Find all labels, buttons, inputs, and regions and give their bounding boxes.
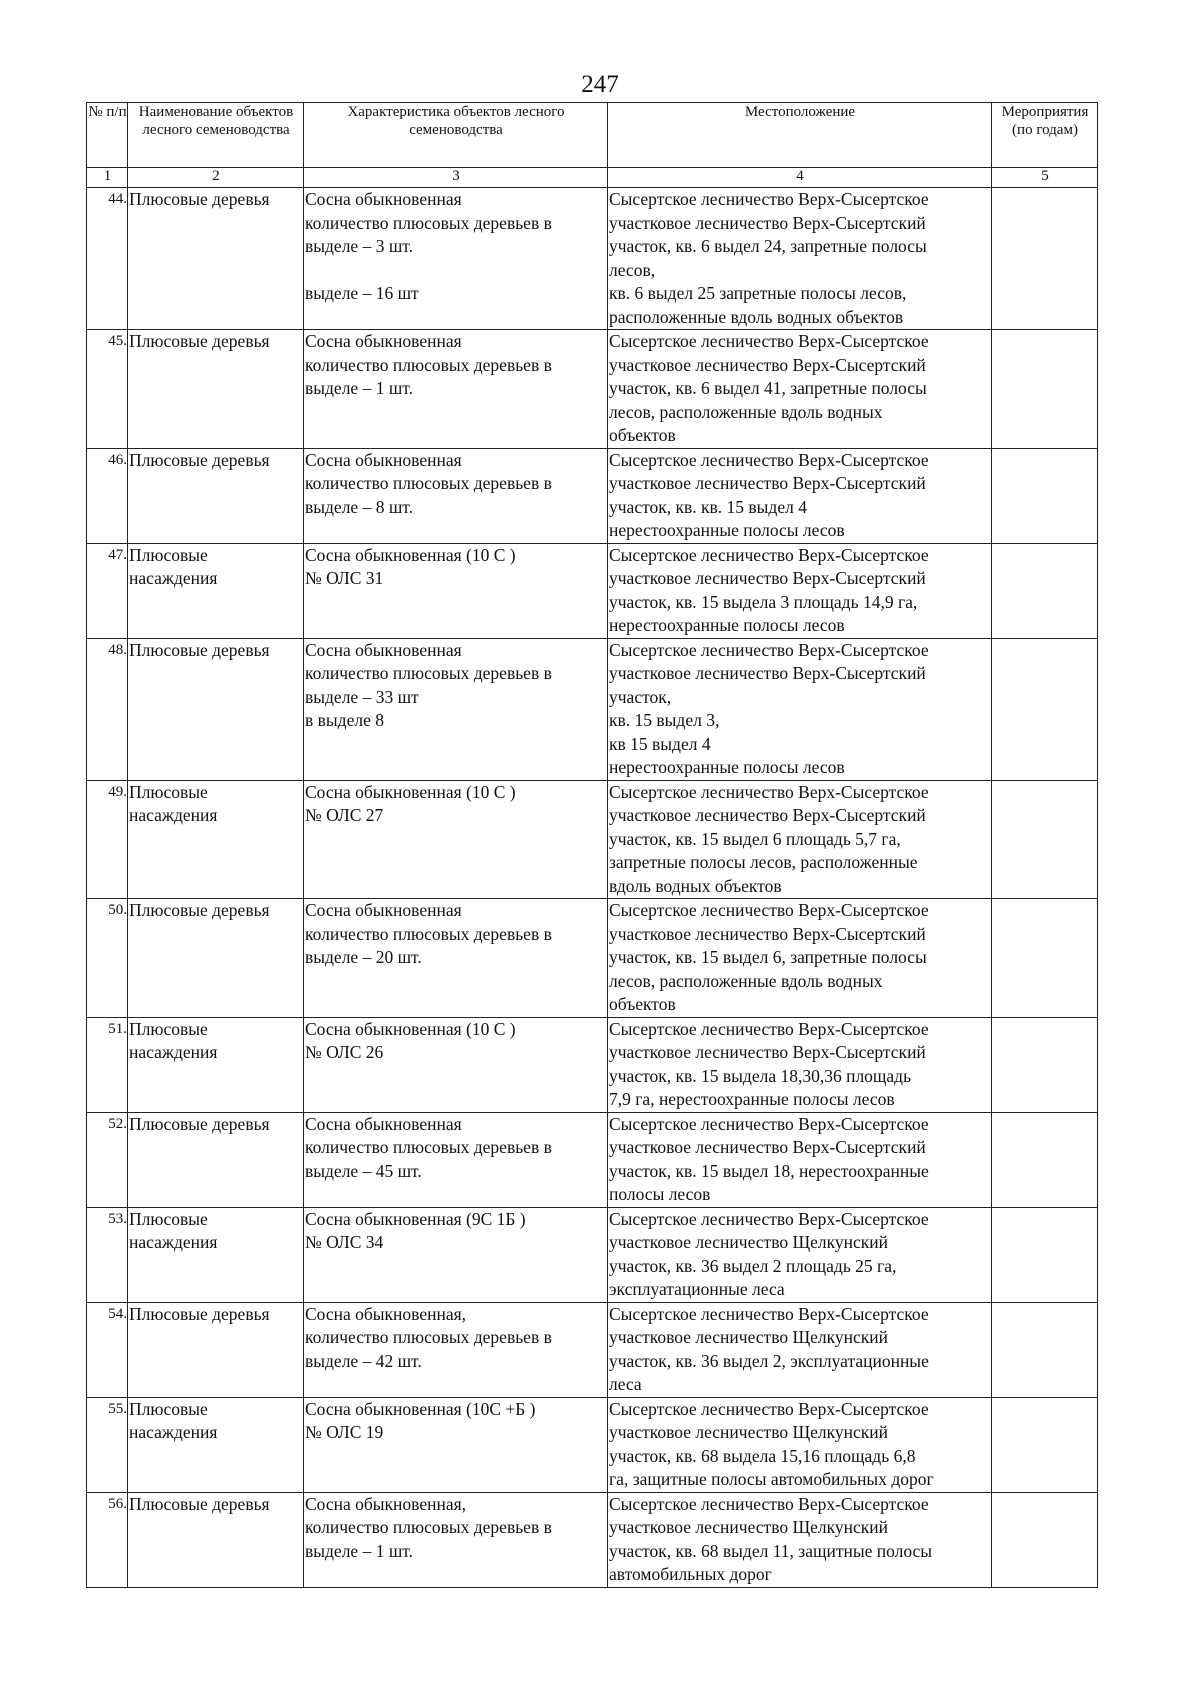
object-location-line: лесов, расположенные вдоль водных (609, 970, 883, 991)
object-location-line: Сысертское лесничество Верх-Сысертское (609, 544, 929, 565)
table-row (87, 780, 1098, 899)
object-location-line: Сысертское лесничество Верх-Сысертское (609, 449, 929, 470)
object-characteristics-line: № ОЛС 26 (305, 1042, 384, 1062)
object-name-line: Плюсовые деревья (129, 1493, 270, 1514)
object-measures (992, 780, 1098, 899)
object-characteristics (304, 1397, 608, 1492)
object-characteristics-line: выделе – 8 шт. (305, 496, 413, 517)
object-location-line: нерестоохранные полосы лесов (609, 615, 845, 635)
object-location (608, 1302, 992, 1397)
object-characteristics-line: количество плюсовых деревьев в (305, 1327, 552, 1347)
object-characteristics-line: в выделе 8 (305, 710, 384, 730)
object-location-line: участковое лесничество Верх-Сысертский (609, 1042, 926, 1062)
row-number: 52. (87, 1112, 128, 1207)
object-name (128, 1492, 304, 1587)
object-characteristics-line: Сосна обыкновенная (10 С ) (305, 781, 516, 802)
object-location-line: участковое лесничество Верх-Сысертский (609, 1137, 926, 1157)
table-row (87, 1112, 1098, 1207)
object-location (608, 330, 992, 449)
row-number: 48. (87, 638, 128, 780)
row-number: 51. (87, 1017, 128, 1112)
row-number: 54. (87, 1302, 128, 1397)
object-location-line: Сысертское лесничество Верх-Сысертское (609, 1398, 929, 1419)
object-characteristics-line: количество плюсовых деревьев в (305, 354, 552, 375)
object-measures (992, 448, 1098, 543)
object-name (128, 899, 304, 1018)
object-location-line: Сысертское лесничество Верх-Сысертское (609, 331, 929, 351)
object-name-line: насаждения (129, 805, 218, 825)
object-name-line: насаждения (129, 1422, 218, 1442)
column-number: 4 (608, 168, 992, 188)
object-location-line: нерестоохранные полосы лесов (609, 520, 845, 540)
row-number: 44. (87, 188, 128, 330)
object-location-line: участок, кв. 36 выдел 2, эксплуатационные (609, 1350, 929, 1371)
header-characteristics: Характеристика объектов лесного семеноводства (304, 103, 608, 168)
object-location-line: эксплуатационные леса (609, 1279, 785, 1299)
table-row (87, 638, 1098, 780)
object-location (608, 1017, 992, 1112)
column-number: 2 (128, 168, 304, 188)
header-name: Наименование объектов лесного семеноводства (128, 103, 304, 168)
object-characteristics-line: Сосна обыкновенная, (305, 1303, 467, 1324)
object-location-line: Сысертское лесничество Верх-Сысертское (609, 1493, 929, 1514)
object-characteristics-line: выделе – 16 шт (305, 283, 419, 303)
object-location-line: участок, кв. 68 выдел 11, защитные полосы (609, 1540, 933, 1561)
object-measures (992, 188, 1098, 330)
object-name (128, 1017, 304, 1112)
object-characteristics-line: выделе – 1 шт. (305, 378, 413, 398)
object-characteristics (304, 330, 608, 449)
object-characteristics-line: количество плюсовых деревьев в (305, 663, 552, 683)
object-characteristics-line: Сосна обыкновенная, (305, 1493, 467, 1514)
object-name (128, 448, 304, 543)
object-location-line: автомобильных дорог (609, 1564, 772, 1584)
object-name (128, 1112, 304, 1207)
object-characteristics-line (305, 259, 607, 283)
object-location-line: Сысертское лесничество Верх-Сысертское (609, 1113, 929, 1134)
object-location-line: участок, кв. 15 выдела 18,30,36 площадь (609, 1065, 912, 1086)
object-characteristics-line: № ОЛС 34 (305, 1232, 384, 1252)
object-name-line: Плюсовые деревья (129, 900, 270, 920)
table-row (87, 1302, 1098, 1397)
object-characteristics (304, 638, 608, 780)
object-location-line: лесов, (609, 259, 656, 280)
object-name-line: Плюсовые (129, 1398, 208, 1419)
object-location-line: участковое лесничество Верх-Сысертский (609, 805, 926, 825)
object-name (128, 1397, 304, 1492)
object-location-line: объектов (609, 994, 676, 1014)
object-characteristics (304, 899, 608, 1018)
seed-objects-table (86, 102, 1098, 1588)
object-characteristics-line: количество плюсовых деревьев в (305, 473, 552, 493)
object-name-line: Плюсовые деревья (129, 1303, 270, 1324)
object-characteristics-line: Сосна обыкновенная (10 С ) (305, 544, 516, 565)
object-location-line: участок, кв. 68 выдела 15,16 площадь 6,8 (609, 1445, 916, 1466)
object-location-line: запретные полосы лесов, расположенные (609, 852, 918, 872)
table-row (87, 543, 1098, 638)
object-location-line: Сысертское лесничество Верх-Сысертское (609, 189, 929, 209)
object-name-line: Плюсовые (129, 781, 208, 802)
table-row (87, 188, 1098, 330)
object-location-line: участковое лесничество Верх-Сысертский (609, 354, 926, 375)
object-name (128, 543, 304, 638)
object-measures (992, 1017, 1098, 1112)
object-location-line: полосы лесов (609, 1184, 711, 1204)
object-measures (992, 1302, 1098, 1397)
object-name-line: Плюсовые деревья (129, 189, 270, 209)
object-characteristics (304, 1207, 608, 1302)
table-row (87, 1492, 1098, 1587)
object-characteristics-line: № ОЛС 31 (305, 568, 384, 588)
table-row (87, 899, 1098, 1018)
table-row (87, 1397, 1098, 1492)
object-location-line: участковое лесничество Верх-Сысертский (609, 568, 926, 588)
object-characteristics-line: Сосна обыкновенная (305, 639, 462, 660)
row-number: 47. (87, 543, 128, 638)
object-location-line: кв. 6 выдел 25 запретные полосы лесов, (609, 283, 907, 303)
object-name (128, 780, 304, 899)
object-name-line: насаждения (129, 1042, 218, 1062)
object-location-line: Сысертское лесничество Верх-Сысертское (609, 900, 929, 920)
object-characteristics (304, 1112, 608, 1207)
table-row (87, 1207, 1098, 1302)
object-characteristics-line: Сосна обыкновенная (9С 1Б ) (305, 1208, 526, 1229)
object-characteristics-line: Сосна обыкновенная (305, 449, 462, 470)
object-location-line: участок, кв. 36 выдел 2 площадь 25 га, (609, 1255, 897, 1276)
object-location (608, 448, 992, 543)
object-location-line: участковое лесничество Верх-Сысертский (609, 212, 926, 233)
object-location-line: участок, кв. 15 выдел 18, нерестоохранные (609, 1160, 929, 1181)
object-characteristics-line: № ОЛС 19 (305, 1422, 384, 1442)
object-characteristics (304, 780, 608, 899)
object-location-line: га, защитные полосы автомобильных дорог (609, 1469, 934, 1489)
column-number: 1 (87, 168, 128, 188)
object-measures (992, 1397, 1098, 1492)
object-name (128, 1302, 304, 1397)
object-characteristics-line: выделе – 20 шт. (305, 947, 422, 967)
object-location-line: участок, кв. 15 выдел 6, запретные полосы (609, 947, 927, 967)
object-characteristics-line: количество плюсовых деревьев в (305, 212, 552, 233)
column-number-row (87, 168, 1098, 188)
object-characteristics-line: Сосна обыкновенная (10С +Б ) (305, 1398, 536, 1419)
object-measures (992, 1207, 1098, 1302)
object-measures (992, 638, 1098, 780)
object-location-line: объектов (609, 425, 676, 445)
object-name-line: Плюсовые (129, 1208, 208, 1229)
object-characteristics (304, 1302, 608, 1397)
object-characteristics-line: выделе – 45 шт. (305, 1160, 422, 1181)
object-location (608, 1112, 992, 1207)
object-name-line: Плюсовые (129, 1018, 208, 1039)
object-name-line: Плюсовые деревья (129, 449, 270, 470)
object-location-line: участковое лесничество Щелкунский (609, 1517, 888, 1537)
table-row (87, 330, 1098, 449)
table-row (87, 448, 1098, 543)
object-characteristics (304, 448, 608, 543)
object-measures (992, 1112, 1098, 1207)
object-name-line: Плюсовые деревья (129, 1113, 270, 1134)
column-number: 5 (992, 168, 1098, 188)
object-location (608, 188, 992, 330)
object-characteristics-line: № ОЛС 27 (305, 805, 384, 825)
object-name (128, 330, 304, 449)
object-name (128, 188, 304, 330)
row-number: 50. (87, 899, 128, 1018)
object-location (608, 1207, 992, 1302)
object-name (128, 638, 304, 780)
header-num: № п/п (87, 103, 128, 168)
object-characteristics-line: количество плюсовых деревьев в (305, 1517, 552, 1537)
object-location-line: нерестоохранные полосы лесов (609, 757, 845, 777)
object-location (608, 1492, 992, 1587)
object-location-line: участковое лесничество Верх-Сысертский (609, 473, 926, 493)
object-characteristics (304, 1492, 608, 1587)
object-characteristics (304, 1017, 608, 1112)
object-location-line: участок, кв. 15 выдела 3 площадь 14,9 га, (609, 591, 918, 612)
header-location: Местоположение (608, 103, 992, 168)
object-location-line: Сысертское лесничество Верх-Сысертское (609, 1303, 929, 1324)
object-name (128, 1207, 304, 1302)
object-name-line: Плюсовые (129, 544, 208, 565)
row-number: 56. (87, 1492, 128, 1587)
object-characteristics-line: Сосна обыкновенная (305, 331, 462, 351)
object-characteristics-line: Сосна обыкновенная (305, 900, 462, 920)
object-name-line: насаждения (129, 1232, 218, 1252)
row-number: 55. (87, 1397, 128, 1492)
object-characteristics-line: Сосна обыкновенная (305, 1113, 462, 1134)
row-number: 45. (87, 330, 128, 449)
object-location-line: 7,9 га, нерестоохранные полосы лесов (609, 1089, 895, 1109)
object-location (608, 780, 992, 899)
object-location-line: Сысертское лесничество Верх-Сысертское (609, 781, 929, 802)
object-name-line: насаждения (129, 568, 218, 588)
column-number: 3 (304, 168, 608, 188)
object-location-line: лесов, расположенные вдоль водных (609, 401, 883, 422)
object-characteristics-line: Сосна обыкновенная (305, 189, 462, 209)
object-location-line: кв 15 выдел 4 (609, 733, 711, 754)
object-characteristics-line: выделе – 33 шт (305, 686, 419, 707)
object-location-line: участковое лесничество Щелкунский (609, 1327, 888, 1347)
object-characteristics-line: Сосна обыкновенная (10 С ) (305, 1018, 516, 1039)
object-characteristics-line: выделе – 1 шт. (305, 1540, 413, 1561)
object-location-line: участковое лесничество Верх-Сысертский (609, 923, 926, 944)
row-number: 46. (87, 448, 128, 543)
object-location-line: вдоль водных объектов (609, 875, 782, 896)
object-location-line: участок, (609, 686, 672, 707)
object-location (608, 638, 992, 780)
object-location-line: леса (609, 1374, 642, 1394)
header-measures: Мероприятия (по годам) (992, 103, 1098, 168)
object-measures (992, 543, 1098, 638)
object-measures (992, 1492, 1098, 1587)
object-location (608, 543, 992, 638)
table-row (87, 1017, 1098, 1112)
object-name-line: Плюсовые деревья (129, 331, 270, 351)
object-location-line: Сысертское лесничество Верх-Сысертское (609, 1018, 929, 1039)
object-characteristics (304, 188, 608, 330)
object-location (608, 899, 992, 1018)
row-number: 49. (87, 780, 128, 899)
object-location-line: участковое лесничество Щелкунский (609, 1232, 888, 1252)
object-location-line: участок, кв. 6 выдел 24, запретные полосы (609, 236, 927, 256)
object-measures (992, 330, 1098, 449)
object-location-line: участок, кв. 15 выдел 6 площадь 5,7 га, (609, 828, 901, 849)
object-characteristics-line: выделе – 42 шт. (305, 1350, 422, 1371)
object-location-line: Сысертское лесничество Верх-Сысертское (609, 1208, 929, 1229)
object-location-line: участок, кв. кв. 15 выдел 4 (609, 496, 807, 517)
object-name-line: Плюсовые деревья (129, 639, 270, 660)
object-location-line: участок, кв. 6 выдел 41, запретные полосы (609, 378, 927, 398)
object-measures (992, 899, 1098, 1018)
object-characteristics-line: количество плюсовых деревьев в (305, 923, 552, 944)
table-body (87, 188, 1098, 1588)
page-number: 247 (581, 71, 619, 98)
row-number: 53. (87, 1207, 128, 1302)
object-location-line: участковое лесничество Щелкунский (609, 1422, 888, 1442)
object-characteristics (304, 543, 608, 638)
object-location-line: участковое лесничество Верх-Сысертский (609, 663, 926, 683)
object-characteristics-line: выделе – 3 шт. (305, 236, 413, 256)
table-header-row (87, 103, 1098, 168)
object-location (608, 1397, 992, 1492)
object-characteristics-line: количество плюсовых деревьев в (305, 1137, 552, 1157)
object-location-line: расположенные вдоль водных объектов (609, 306, 904, 327)
object-location-line: Сысертское лесничество Верх-Сысертское (609, 639, 929, 660)
object-location-line: кв. 15 выдел 3, (609, 710, 720, 730)
